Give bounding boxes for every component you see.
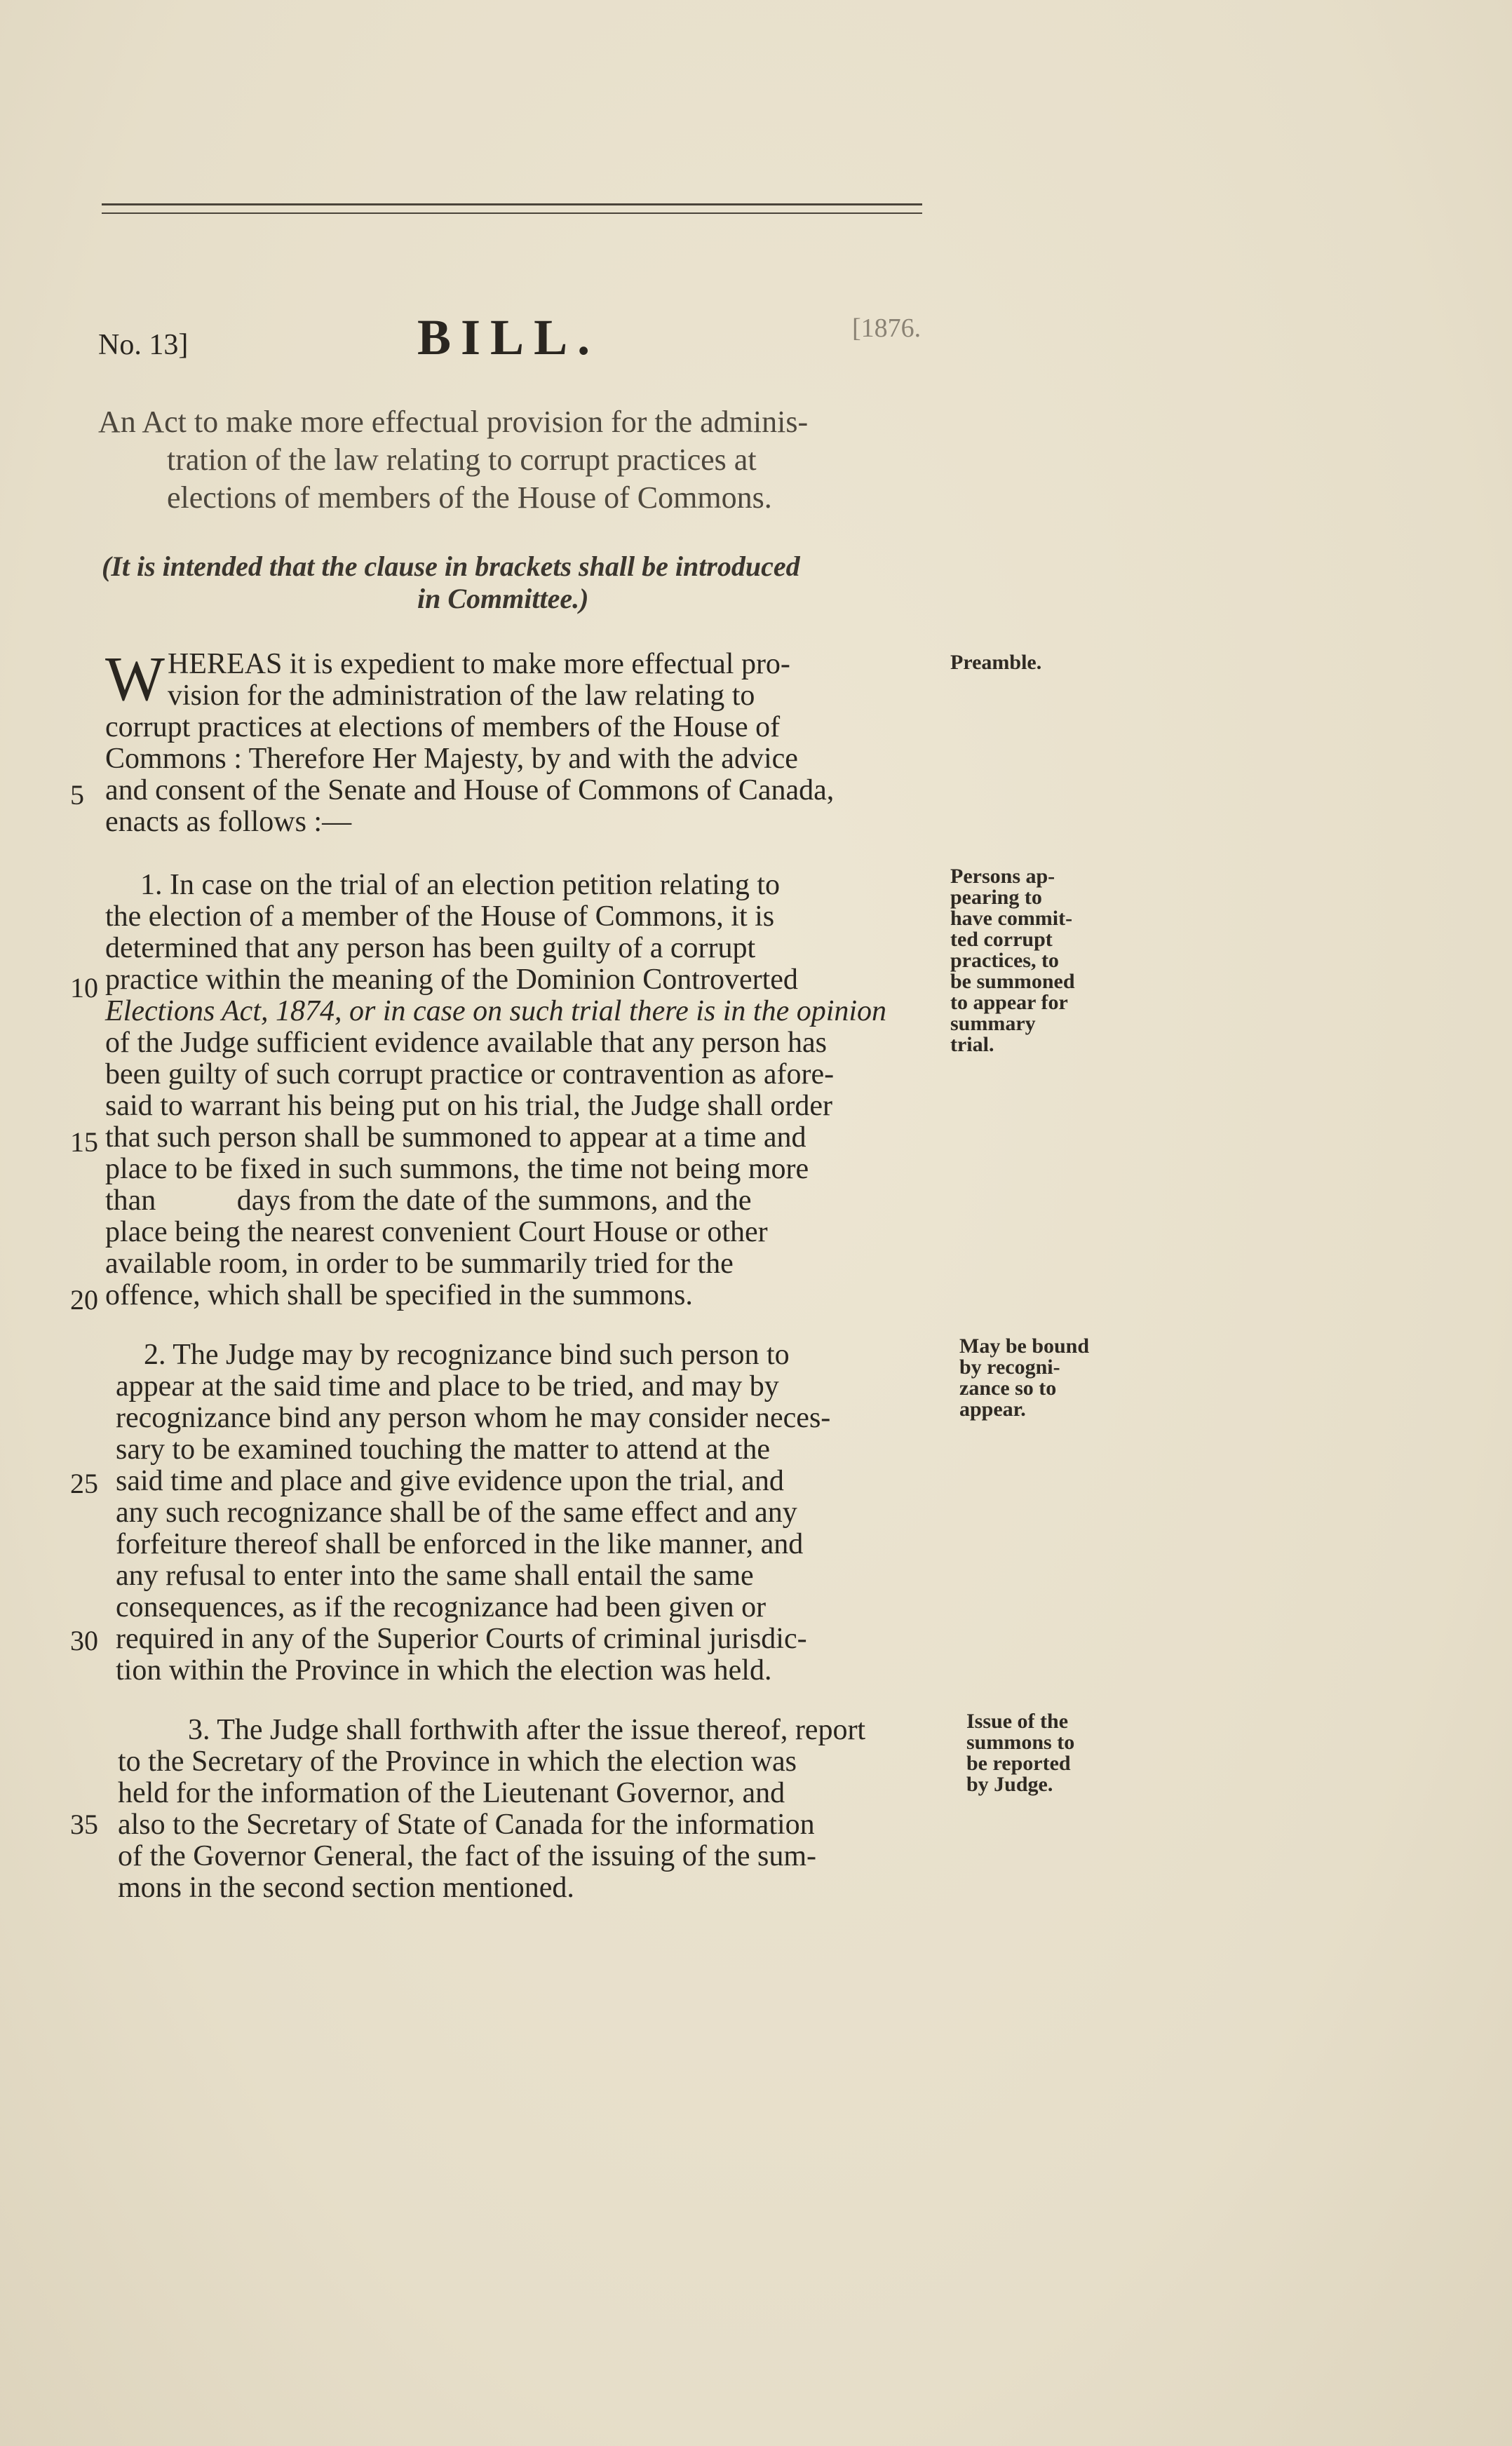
- sidenote-line: ted corrupt: [950, 928, 1053, 951]
- preamble-line: vision for the administration of the law relating to: [167, 680, 755, 712]
- sidenote-section-1: [950, 866, 1112, 1055]
- section-line: sary to be examined touching the matter to attend at the: [116, 1433, 771, 1466]
- sidenote-line: May be bound: [959, 1335, 1090, 1358]
- section-line: to the Secretary of the Province in which the election was: [118, 1745, 797, 1778]
- section-line: 1. In case on the trial of an election petition relating to: [140, 869, 781, 901]
- line-number: 20: [70, 1284, 98, 1316]
- act-title-line: elections of members of the House of Commons.: [167, 480, 772, 515]
- bill-year: [1876.: [852, 313, 922, 343]
- line-number: 15: [70, 1126, 98, 1158]
- top-rule-thin: [102, 212, 922, 214]
- section-line: Elections Act, 1874, or in case on such trial there is in the opinion: [105, 995, 887, 1027]
- section-line: forfeiture thereof shall be enforced in the like manner, and: [116, 1528, 804, 1560]
- section-3: [118, 1715, 947, 1904]
- bill-title: BILL.: [417, 309, 600, 365]
- sidenote-line: practices, to: [950, 949, 1059, 972]
- sidenote-preamble: [950, 652, 1112, 673]
- sidenote-line: trial.: [950, 1033, 994, 1056]
- sidenote-line: appear.: [959, 1398, 1026, 1421]
- sidenote-line: by recogni-: [959, 1356, 1060, 1379]
- line-number: 30: [70, 1625, 98, 1656]
- section-line: 3. The Judge shall forthwith after the issue thereof, report: [188, 1714, 866, 1746]
- section-line: any such recognizance shall be of the same effect and any: [116, 1496, 797, 1529]
- section-line: recognizance bind any person whom he may consider neces-: [116, 1402, 831, 1434]
- sidenote-line: be summoned: [950, 970, 1075, 993]
- note-line: in Committee.): [417, 583, 589, 614]
- section-line: 2. The Judge may by recognizance bind such person to: [144, 1339, 790, 1371]
- sidenote-line: Preamble.: [950, 651, 1042, 674]
- sidenote-line: summary: [950, 1012, 1036, 1035]
- section-line: required in any of the Superior Courts of criminal jurisdic-: [116, 1623, 807, 1655]
- section-line: the election of a member of the House of Commons, it is: [105, 900, 775, 933]
- section-line: than days from the date of the summons, and the: [105, 1184, 752, 1217]
- committee-note: [102, 550, 943, 615]
- section-1: [105, 870, 947, 1311]
- sidenote-line: pearing to: [950, 886, 1042, 909]
- section-line: mons in the second section mentioned.: [118, 1872, 574, 1904]
- preamble-line: and consent of the Senate and House of Commons of Canada,: [105, 774, 835, 806]
- section-line: that such person shall be summoned to appear at a time and: [105, 1121, 806, 1154]
- section-line: held for the information of the Lieutenant Governor, and: [118, 1777, 785, 1809]
- preamble-line: HEREAS it is expedient to make more effectual pro-: [167, 648, 790, 680]
- sidenote-line: be reported: [966, 1752, 1071, 1775]
- section-line: appear at the said time and place to be tried, and may by: [116, 1370, 779, 1403]
- bill-number: No. 13]: [98, 329, 189, 361]
- preamble-line: Commons : Therefore Her Majesty, by and with the advice: [105, 743, 798, 775]
- act-title-line: tration of the law relating to corrupt practices at: [167, 442, 757, 477]
- section-line: been guilty of such corrupt practice or contravention as afore-: [105, 1058, 835, 1090]
- preamble: [105, 644, 947, 838]
- line-number: 5: [70, 779, 84, 811]
- act-title: [98, 403, 943, 517]
- sidenote-line: summons to: [966, 1731, 1075, 1754]
- section-line: determined that any person has been guilty of a corrupt: [105, 932, 756, 964]
- section-line: of the Governor General, the fact of the issuing of the sum-: [118, 1840, 817, 1872]
- section-line: place being the nearest convenient Court House or other: [105, 1216, 768, 1248]
- note-line: (It is intended that the clause in brackets shall be introduced: [102, 550, 800, 582]
- sidenote-section-2: [959, 1336, 1121, 1420]
- line-number: 35: [70, 1809, 98, 1840]
- drop-cap: W: [105, 644, 165, 714]
- section-2: [116, 1339, 947, 1687]
- sidenote-line: Issue of the: [966, 1710, 1069, 1733]
- section-line: said time and place and give evidence upon the trial, and: [116, 1465, 784, 1497]
- section-line: place to be fixed in such summons, the time not being more: [105, 1153, 809, 1185]
- section-line: available room, in order to be summarily tried for the: [105, 1248, 734, 1280]
- section-line: offence, which shall be specified in the summons.: [105, 1279, 693, 1311]
- section-line: tion within the Province in which the election was held.: [116, 1654, 772, 1687]
- sidenote-line: Persons ap-: [950, 865, 1055, 888]
- top-rule: [102, 203, 922, 205]
- section-line: any refusal to enter into the same shall entail the same: [116, 1560, 754, 1592]
- sidenote-section-3: [966, 1711, 1128, 1795]
- preamble-line: corrupt practices at elections of members of the House of: [105, 711, 781, 743]
- act-title-line: An Act to make more effectual provision for the adminis-: [98, 405, 809, 439]
- section-line: said to warrant his being put on his trial, the Judge shall order: [105, 1090, 832, 1122]
- line-number: 10: [70, 972, 98, 1004]
- preamble-line: enacts as follows :—: [105, 806, 352, 838]
- section-line: of the Judge sufficient evidence available that any person has: [105, 1027, 828, 1059]
- sidenote-line: by Judge.: [966, 1773, 1053, 1796]
- section-line: also to the Secretary of State of Canada for the information: [118, 1809, 815, 1841]
- sidenote-line: zance so to: [959, 1377, 1057, 1400]
- bill-header: [98, 309, 940, 372]
- section-line: consequences, as if the recognizance had been given or: [116, 1591, 767, 1623]
- sidenote-line: to appear for: [950, 991, 1068, 1014]
- line-number: 25: [70, 1468, 98, 1499]
- sidenote-line: have commit-: [950, 907, 1073, 930]
- section-line: practice within the meaning of the Dominion Controverted: [105, 964, 798, 996]
